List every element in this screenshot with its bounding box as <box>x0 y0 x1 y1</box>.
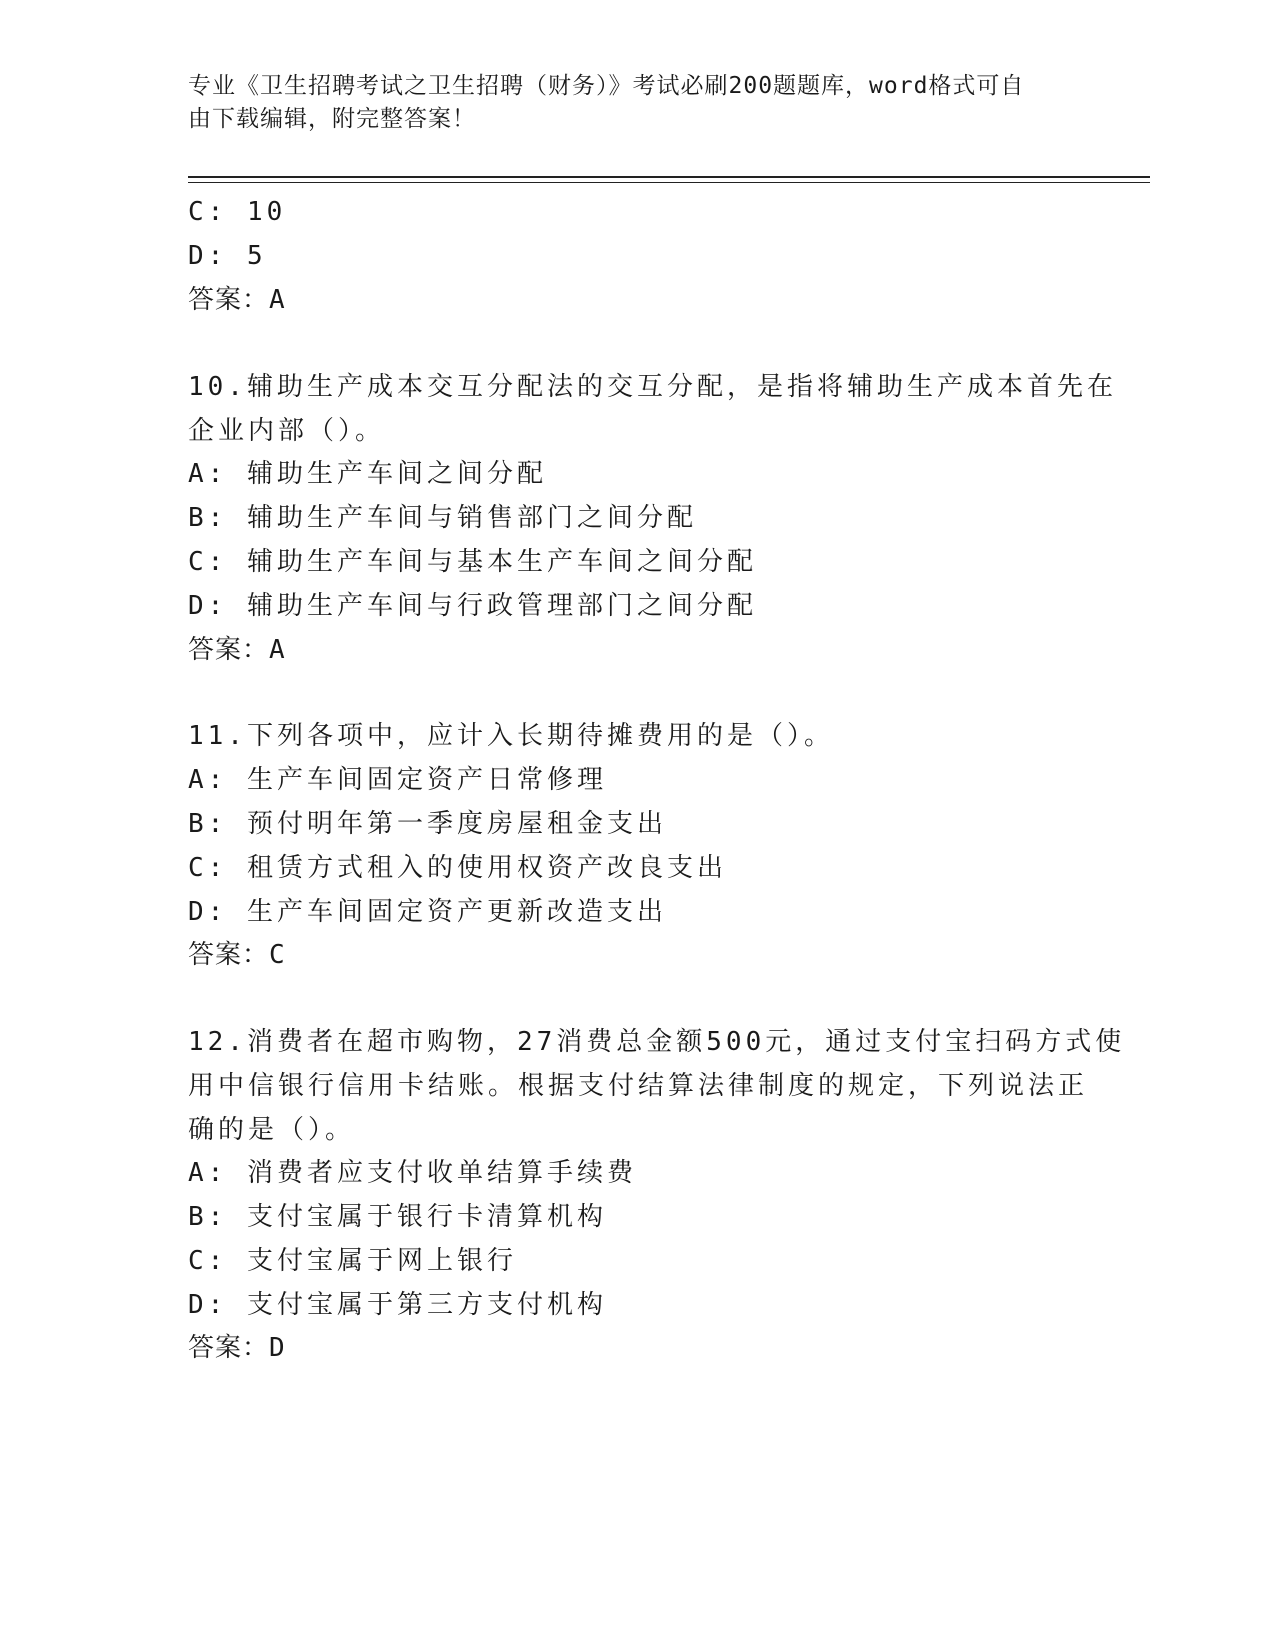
q10-stem-line-2: 企业内部（）。 <box>188 416 386 446</box>
header-divider-thick <box>188 176 1150 178</box>
q12-stem-line-2: 用中信银行信用卡结账。根据支付结算法律制度的规定，下列说法正 <box>188 1071 1089 1101</box>
q10-option-d: D: 辅助生产车间与行政管理部门之间分配 <box>188 591 757 621</box>
q12-option-a: A: 消费者应支付收单结算手续费 <box>188 1158 637 1188</box>
q10-answer: 答案：A <box>188 635 286 665</box>
q12-answer: 答案：D <box>188 1333 286 1363</box>
q11-option-d: D: 生产车间固定资产更新改造支出 <box>188 897 667 927</box>
q12-stem-line-3: 确的是（）。 <box>188 1115 356 1145</box>
q11-option-b: B: 预付明年第一季度房屋租金支出 <box>188 809 667 839</box>
q9-option-d: D: 5 <box>188 241 267 271</box>
q10-option-c: C: 辅助生产车间与基本生产车间之间分配 <box>188 547 757 577</box>
q12-option-b: B: 支付宝属于银行卡清算机构 <box>188 1202 607 1232</box>
q12-stem-line-1: 12.消费者在超市购物，27消费总金额500元，通过支付宝扫码方式使 <box>188 1027 1126 1057</box>
q11-option-c: C: 租赁方式租入的使用权资产改良支出 <box>188 853 727 883</box>
header-divider-thin <box>188 182 1150 183</box>
header-line-2: 由下载编辑，附完整答案！ <box>188 106 476 132</box>
q10-option-b: B: 辅助生产车间与销售部门之间分配 <box>188 503 697 533</box>
q9-option-c: C: 10 <box>188 197 287 227</box>
q12-option-c: C: 支付宝属于网上银行 <box>188 1246 517 1276</box>
q11-answer: 答案：C <box>188 940 286 970</box>
q11-option-a: A: 生产车间固定资产日常修理 <box>188 765 607 795</box>
q9-answer: 答案：A <box>188 285 286 315</box>
q10-stem-line-1: 10.辅助生产成本交互分配法的交互分配，是指将辅助生产成本首先在 <box>188 372 1117 402</box>
q11-stem-line-1: 11.下列各项中，应计入长期待摊费用的是（）。 <box>188 721 834 751</box>
header-line-1: 专业《卫生招聘考试之卫生招聘（财务）》考试必刷200题题库，word格式可自 <box>188 73 1025 99</box>
q12-option-d: D: 支付宝属于第三方支付机构 <box>188 1290 607 1320</box>
q10-option-a: A: 辅助生产车间之间分配 <box>188 459 547 489</box>
document-header <box>188 70 1088 136</box>
